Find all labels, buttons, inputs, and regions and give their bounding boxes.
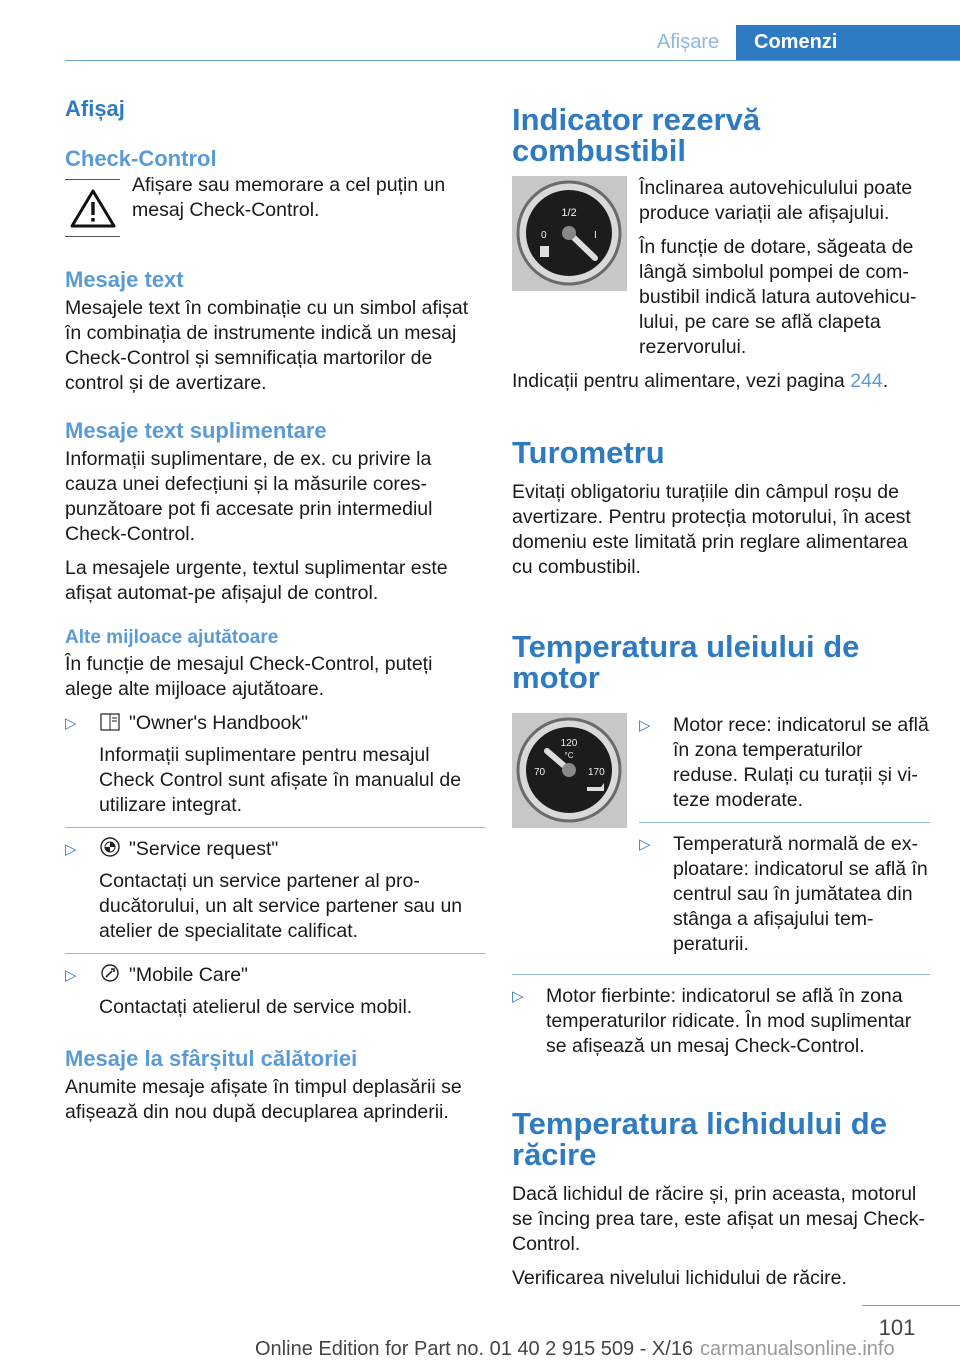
rezerva-p2: În funcție de dotare, săgeata de lângă simbolul pompei de com- bustibil indică latura autovehicu- lului, pe care se află clapeta rezervorului. (639, 236, 917, 358)
list-divider (512, 974, 930, 975)
oil-gauge-high: 170 (588, 767, 605, 778)
bullet-arrow-icon: ▷ (65, 841, 77, 858)
watermark: carmanualsonline.info (700, 1338, 895, 1360)
fuel-section (512, 176, 930, 360)
owners-handbook-label: "Owner's Handbook" (129, 712, 309, 734)
list-item (639, 713, 930, 813)
fuel-gauge-image (512, 176, 627, 291)
service-request-desc: Contactați un service partener al pro- ducătorului, un alt service partener sau un atelier de specialitate calificat. (99, 870, 463, 942)
heading-alte-mijloace: Alte mijloace ajutătoare (65, 627, 279, 648)
oil-item-hot: Motor fierbinte: indicatorul se află în zona temperaturilor ridicate. În mod suplimentar se afișează un mesaj Check-Control. (546, 985, 912, 1057)
oil-section (512, 713, 930, 966)
page-link[interactable]: 244 (850, 370, 883, 392)
fuel-gauge-half: 1/2 (561, 207, 577, 219)
oil-gauge-unit: °C (564, 751, 574, 760)
oil-item-cold: Motor rece: indicatorul se află în zona temperaturilor reduse. Rulați cu turații și vi- teze moderate. (673, 714, 929, 811)
mobile-care-desc: Contactați atelierul de service mobil. (99, 996, 413, 1018)
fuel-pump-icon (540, 246, 549, 257)
bullet-arrow-icon: ▷ (65, 715, 77, 732)
service-request-label: "Service request" (129, 838, 279, 860)
list-divider (65, 827, 485, 828)
heading-mesaje-text: Mesaje text (65, 267, 184, 292)
mesaje-sfarsit-body: Anumite mesaje afișate în timpul deplasării se afișează din nou după decuplarea aprinderii. (65, 1076, 462, 1123)
heading-turometru: Turometru (512, 435, 665, 470)
section-title-afisaj: Afișaj (65, 96, 125, 121)
oil-gauge-low: 70 (534, 767, 546, 778)
bullet-arrow-icon: ▷ (639, 836, 651, 853)
rezerva-p3-text: Indicații pentru alimentare, vezi pagina (512, 370, 851, 392)
heading-temperatura-ulei: Temperatura uleiului de motor (512, 629, 860, 695)
bmw-logo-icon (99, 837, 121, 855)
rezerva-p1: Înclinarea autovehiculului poate produce variații ale afișajului. (639, 177, 913, 224)
warning-triangle-icon (65, 179, 120, 237)
footer-rule (862, 1305, 960, 1306)
book-icon (99, 713, 121, 731)
turometru-body: Evitați obligatoriu turațiile din câmpul roșu de avertizare. Pentru protecția motorului, în acest domeniu este limitată prin reglare alimentarea cu combustibil. (512, 481, 911, 578)
owners-handbook-desc: Informații suplimentare pentru mesajul Check Control sunt afișate în manualul de utilizare integrat. (99, 744, 462, 816)
section-tab[interactable]: Afișare (656, 31, 720, 53)
chapter-tab[interactable]: Comenzi (736, 25, 960, 60)
heading-mesaje-sfarsit: Mesaje la sfârșitul călătoriei (65, 1046, 358, 1071)
fuel-gauge-empty: 0 (541, 230, 547, 241)
edition-text: Online Edition for Part no. 01 40 2 915 509 - X/16 (255, 1338, 694, 1360)
racire-p2: Verificarea nivelului lichidului de răcire. (512, 1267, 847, 1289)
heading-mesaje-suplimentare: Mesaje text suplimentare (65, 418, 327, 443)
list-item (65, 837, 485, 944)
heading-temperatura-racire: Temperatura lichidului de răcire (512, 1106, 887, 1172)
list-item (512, 984, 930, 1059)
heading-indicator-rezerva: Indicator rezervă combustibil (512, 102, 761, 168)
warning-note (65, 174, 485, 237)
bullet-arrow-icon: ▷ (639, 717, 651, 734)
wrench-icon (99, 963, 121, 981)
racire-p1: Dacă lichidul de răcire și, prin aceasta, motorul se încing prea tare, este afișat un mesaj Check-Control. (512, 1183, 925, 1255)
mesaje-suplimentare-p1: Informații suplimentare, de ex. cu privire la cauza unei defecțiuni și la măsurile cores- punzătoare pot fi accesate prin intermediul Check-Control. (65, 448, 433, 545)
heading-check-control: Check-Control (65, 146, 217, 171)
alte-mijloace-body: În funcție de mesajul Check-Control, puteți alege alte mijloace ajutătoare. (65, 653, 433, 700)
list-item (65, 711, 485, 818)
left-column (65, 95, 485, 1134)
bullet-arrow-icon: ▷ (65, 967, 77, 984)
warning-note-text: Afișare sau memorare a cel puțin un mesaj Check-Control. (132, 174, 446, 221)
rezerva-p3-suffix: . (882, 370, 889, 392)
mesaje-suplimentare-p2: La mesajele urgente, textul suplimentar este afișat automat-pe afișajul de control. (65, 557, 448, 604)
list-item (639, 832, 930, 957)
page-number: 101 (878, 1315, 916, 1340)
mobile-care-label: "Mobile Care" (129, 964, 248, 986)
list-divider (639, 822, 930, 823)
mesaje-text-body: Mesajele text în combinație cu un simbol afișat în combinația de instrumente indică un mesaj Check-Control și semnificația martorilor de control și de avertizare. (65, 297, 469, 394)
fuel-gauge-full: I (594, 230, 597, 241)
right-column (512, 104, 930, 1300)
header-rule (65, 60, 960, 61)
list-divider (65, 953, 485, 954)
oil-gauge-mid: 120 (560, 738, 578, 749)
bullet-arrow-icon: ▷ (512, 988, 524, 1005)
oil-item-normal: Temperatură normală de ex- ploatare: indicatorul se află în centrul sau în jumătatea din stânga a afișajului tem- peraturii. (673, 833, 928, 955)
list-item (65, 963, 485, 1020)
oil-temperature-gauge-image (512, 713, 627, 828)
rezerva-p3 (512, 369, 930, 394)
